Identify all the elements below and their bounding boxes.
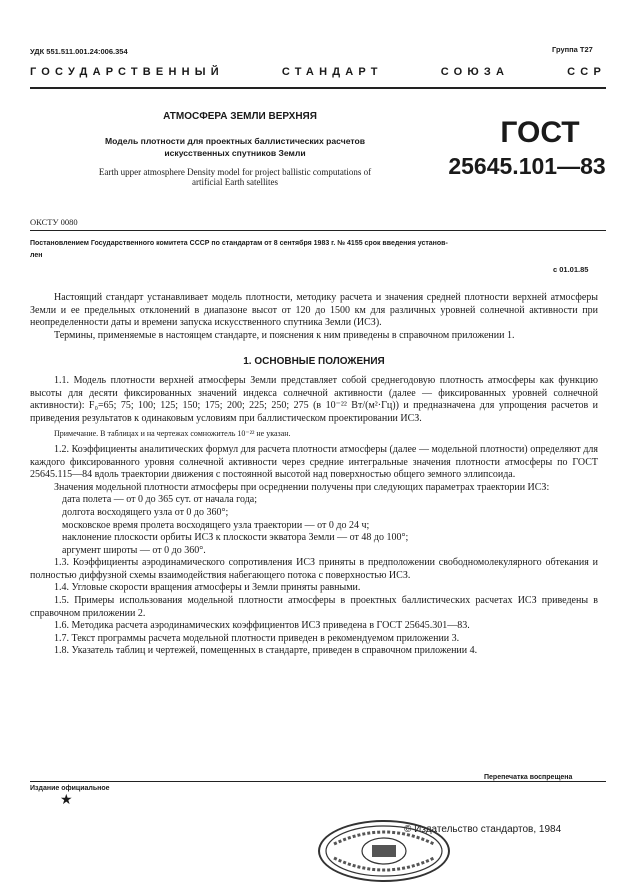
paragraph-1-1: 1.1. Модель плотности верхней атмосферы Земли представляет собой среднегодовую плотность атмосферы как функцию высоты для десяти фиксированных значений индекса солнечной активности (далее — фиксированных уровней солнечной активности): F₀=65; 75; 100; 125; 150; 175; 200; 225; 250; 275 (в 10⁻²² Вт/(м²·Гц)) и предназначена для упрощения расчетов и приведения результатов к одинаковым условиям при баллистическом проектировании ИСЗ. (30, 374, 598, 424)
decree-line-1: Постановлением Государственного комитета СССР по стандартам от 8 сентября 1983 г. № 4155 срок введения установ- (30, 240, 448, 247)
okstu-rule (30, 230, 606, 231)
star-icon: ★ (60, 793, 73, 808)
paragraph-1-3: 1.3. Коэффициенты аэродинамического сопротивления ИСЗ приняты в предположении свободномолекулярного обтекания и полностью диффузной схемы взаимодействия набегающего потока с поверхностью ИСЗ. (30, 557, 598, 581)
library-stamp-icon (318, 820, 450, 882)
param-item: московское время пролета восходящего узла траектории — от 0 до 24 ч; (62, 519, 370, 531)
document-subtitle-line-2: искусственных спутников Земли (164, 148, 306, 158)
group-code: Группа Т27 (552, 45, 593, 54)
paragraph-1-4: 1.4. Угловые скорости вращения атмосферы и Земли приняты равными. (54, 582, 361, 594)
paragraph-1-6: 1.6. Методика расчета аэродинамических коэффициентов ИСЗ приведена в ГОСТ 25645.301—83. (54, 620, 470, 632)
okstu-code: ОКСТУ 0080 (30, 217, 78, 227)
param-item: долгота восходящего узла от 0 до 360°; (62, 506, 229, 518)
udk-code: УДК 551.511.001.24:006.354 (30, 47, 128, 56)
official-edition: Издание официальное (30, 785, 110, 792)
effective-date: с 01.01.85 (553, 265, 589, 274)
footer-rule (30, 781, 606, 782)
intro-paragraph: Настоящий стандарт устанавливает модель плотности, методику расчета и значения средней плотности верхней атмосферы Земли и ее предельных отклонений в диапазоне высот от 120 до 1500 км для различных уровней солнечной активности при неопределенности даты и времени запуска искусственного спутника Земли (ИСЗ). (30, 292, 598, 329)
document-subtitle-line-1: Модель плотности для проектных баллистических расчетов (104, 136, 366, 146)
decree-line-2: лен (30, 252, 43, 259)
standard-banner (30, 66, 606, 78)
note: Примечание. В таблицах и на чертежах сомножитель 10⁻²² не указан. (54, 429, 291, 439)
gost-label: ГОСТ (500, 116, 580, 149)
paragraph-values: Значения модельной плотности атмосферы при осреднении получены при следующих параметрах траектории ИСЗ: (54, 481, 550, 493)
english-title-line-2: artificial Earth satellites (192, 177, 278, 187)
paragraph-1-7: 1.7. Текст программы расчета модельной плотности приведен в рекомендуемом приложении 3. (54, 632, 460, 644)
document-title: АТМОСФЕРА ЗЕМЛИ ВЕРХНЯЯ (163, 111, 317, 122)
gost-number: 25645.101—83 (448, 153, 606, 179)
paragraph-1-2: 1.2. Коэффициенты аналитических формул для расчета плотности атмосферы (далее — модельной плотности) определяют для каждого фиксированного уровня солнечной активности через средние интегральные значения плотности атмосферы по ГОСТ 25645.115—84 вдоль траектории движения с постоянной высотой над поверхностью общего земного эллипсоида. (30, 443, 598, 481)
param-item: аргумент широты — от 0 до 360°. (62, 544, 206, 556)
stamp-graphic-icon (320, 822, 448, 880)
paragraph-1-8: 1.8. Указатель таблиц и чертежей, помещенных в стандарте, приведен в справочном приложении 4. (54, 645, 478, 657)
banner-word: СТАНДАРТ (281, 66, 383, 78)
paragraph-1-5: 1.5. Примеры использования модельной плотности атмосферы в проектных баллистических расчетах ИСЗ приведены в справочном приложении 2. (30, 595, 598, 619)
section-heading: 1. ОСНОВНЫЕ ПОЛОЖЕНИЯ (243, 356, 385, 368)
document-body (30, 292, 598, 658)
param-item: дата полета — от 0 до 365 сут. от начала года; (62, 494, 258, 506)
banner-word: ССР (567, 66, 606, 78)
intro-paragraph: Термины, применяемые в настоящем стандарте, и пояснения к ним приведены в справочном приложении 1. (54, 329, 515, 341)
english-title-line-1: Earth upper atmosphere Density model for project ballistic computations of (98, 167, 372, 177)
banner-word: СОЮЗА (440, 66, 510, 78)
header-rule (30, 87, 606, 89)
param-item: наклонение плоскости орбиты ИСЗ к плоскости экватора Земли — от 48 до 100°; (62, 532, 409, 544)
banner-word: ГОСУДАРСТВЕННЫЙ (30, 66, 224, 78)
copyright: © Издательство стандартов, 1984 (404, 824, 562, 835)
reprint-notice: Перепечатка воспрещена (484, 774, 573, 781)
